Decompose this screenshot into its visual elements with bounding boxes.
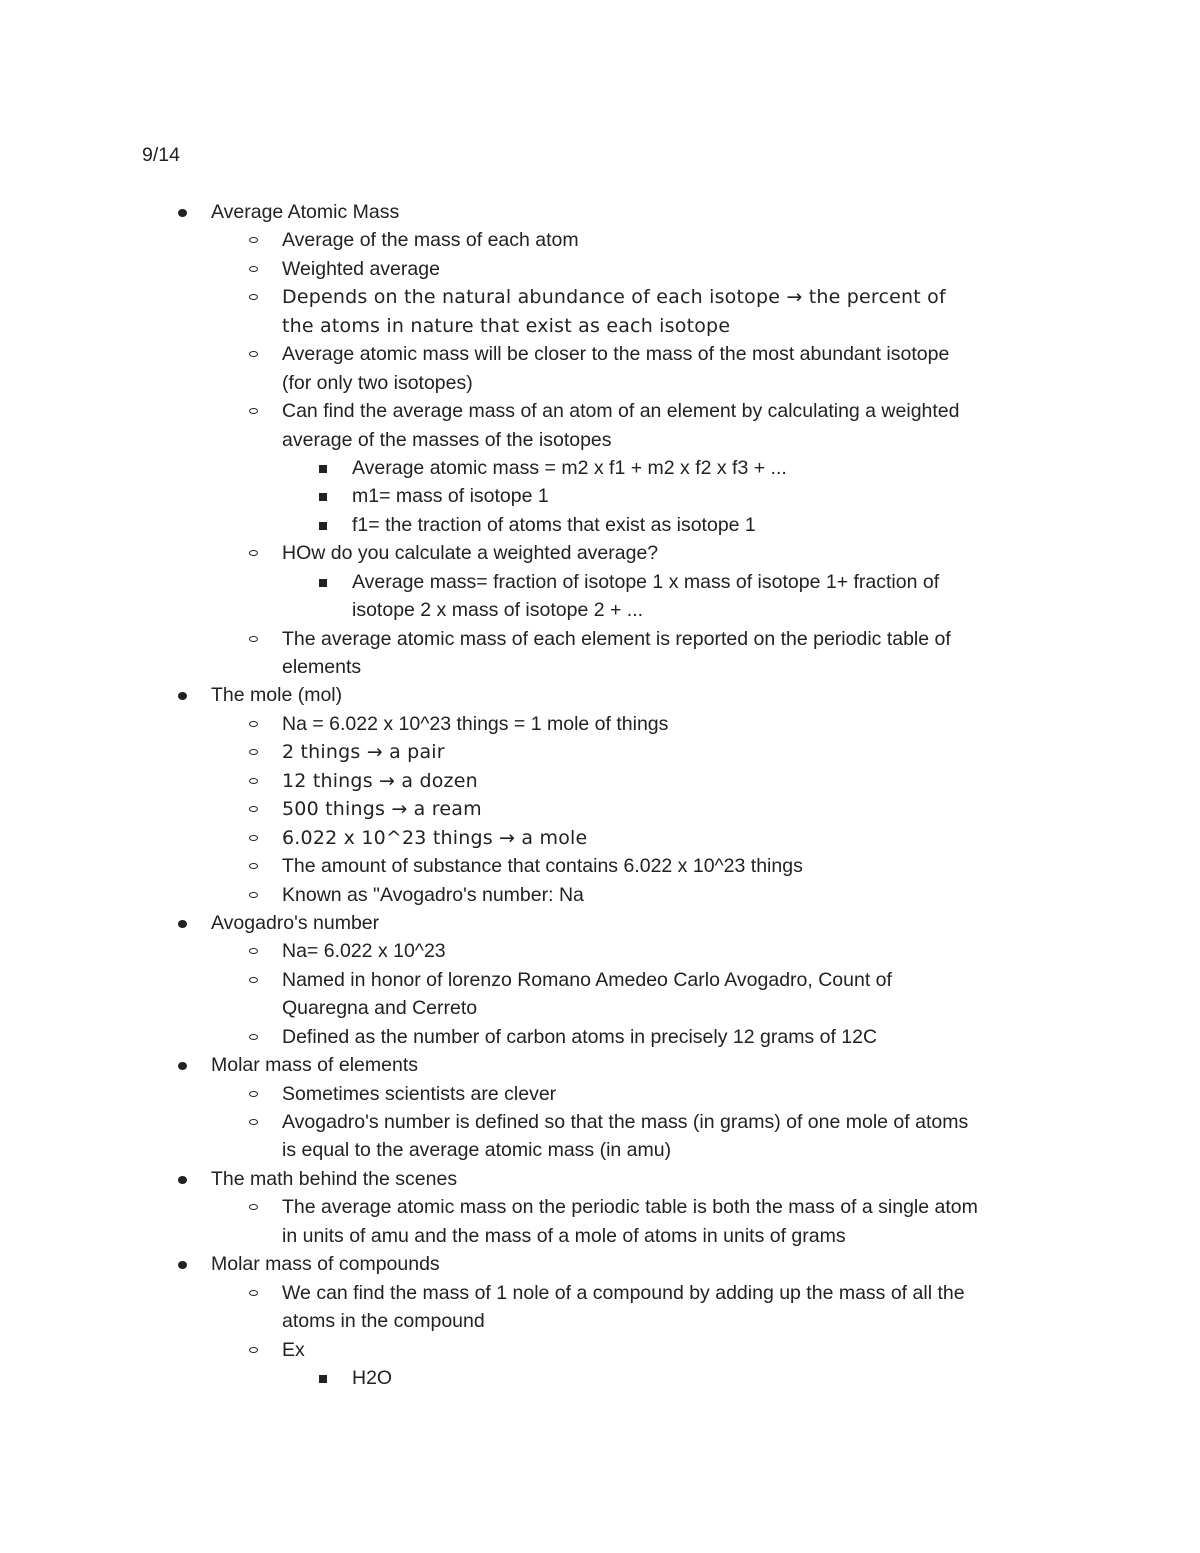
outline-item-text: Avogadro's number is defined so that the mass (in grams) of one mole of atoms: [282, 1111, 969, 1133]
outline-item-continuation: [0, 994, 1200, 1022]
filled-square-bullet-icon: [319, 579, 327, 587]
outline-item-text: Average of the mass of each atom: [282, 229, 579, 252]
outline-item-level-2: [0, 1279, 1200, 1307]
hollow-circle-bullet-icon: [249, 863, 258, 869]
outline-item-level-2: [0, 340, 1200, 368]
outline-item-text: f1= the traction of atoms that exist as isotope 1: [352, 513, 756, 536]
outline-item-level-2: [0, 937, 1200, 965]
outline-item-text: Average mass= fraction of isotope 1 x mass of isotope 1+ fraction of: [352, 570, 940, 593]
outline-item-text: Molar mass of elements: [211, 1054, 418, 1077]
filled-circle-bullet-icon: [178, 1261, 187, 1269]
filled-square-bullet-icon: [319, 1375, 327, 1383]
outline-item-level-3: [0, 454, 1200, 482]
hollow-circle-bullet-icon: [249, 1347, 258, 1353]
filled-circle-bullet-icon: [178, 692, 187, 700]
outline-item-text: average of the masses of the isotopes: [282, 428, 612, 451]
outline-item-text: The mole (mol): [211, 684, 343, 707]
outline-item-text: Molar mass of compounds: [211, 1253, 440, 1276]
notes-list: [0, 198, 1200, 1392]
hollow-circle-bullet-icon: [249, 237, 258, 243]
outline-item-continuation: [0, 653, 1200, 681]
outline-item-text: 6.022 x 10^23 things → a mole: [282, 826, 588, 849]
outline-item-text: H2O: [352, 1366, 393, 1389]
outline-item-level-2: [0, 226, 1200, 254]
outline-item-level-1: [0, 1165, 1200, 1193]
outline-item-text: (for only two isotopes): [282, 371, 473, 394]
outline-item-text: isotope 2 x mass of isotope 2 + ...: [352, 599, 644, 622]
hollow-circle-bullet-icon: [249, 1119, 258, 1125]
outline-item-level-2: [0, 1336, 1200, 1364]
outline-item-continuation: [0, 596, 1200, 624]
outline-item-continuation: [0, 426, 1200, 454]
hollow-circle-bullet-icon: [249, 550, 258, 556]
outline-item-text: Na = 6.022 x 10^23 things = 1 mole of things: [282, 712, 669, 735]
outline-item-text: in units of amu and the mass of a mole of atoms in units of grams: [282, 1224, 846, 1247]
filled-circle-bullet-icon: [178, 209, 187, 217]
outline-item-level-2: [0, 710, 1200, 738]
outline-item-text: Known as "Avogadro's number: Na: [282, 883, 584, 906]
outline-item-text: Avogadro's number: [211, 911, 380, 934]
outline-item-continuation: [0, 369, 1200, 397]
outline-item-level-3: [0, 1364, 1200, 1392]
outline-item-level-2: [0, 738, 1200, 766]
outline-item-level-2: [0, 539, 1200, 567]
outline-item-level-3: [0, 482, 1200, 510]
hollow-circle-bullet-icon: [249, 835, 258, 841]
hollow-circle-bullet-icon: [249, 1091, 258, 1097]
hollow-circle-bullet-icon: [249, 948, 258, 954]
outline-item-text: Defined as the number of carbon atoms in precisely 12 grams of 12C: [282, 1025, 878, 1048]
filled-square-bullet-icon: [319, 465, 327, 473]
filled-circle-bullet-icon: [178, 1062, 187, 1070]
outline-item-text: 500 things → a ream: [282, 798, 482, 821]
outline-item-level-2: [0, 852, 1200, 880]
outline-item-continuation: [0, 312, 1200, 340]
outline-item-text: The average atomic mass on the periodic table is both the mass of a single atom: [282, 1196, 978, 1219]
outline-item-level-2: [0, 397, 1200, 425]
hollow-circle-bullet-icon: [249, 721, 258, 727]
outline-item-level-1: [0, 1250, 1200, 1278]
outline-item-continuation: [0, 1136, 1200, 1164]
outline-item-text: is equal to the average atomic mass (in amu): [282, 1139, 672, 1162]
outline-item-text: Quaregna and Cerreto: [282, 997, 478, 1020]
hollow-circle-bullet-icon: [249, 1290, 258, 1296]
outline-item-continuation: [0, 1307, 1200, 1335]
hollow-circle-bullet-icon: [249, 806, 258, 812]
outline-item-level-2: [0, 255, 1200, 283]
hollow-circle-bullet-icon: [249, 408, 258, 414]
outline-item-text: Can find the average mass of an atom of an element by calculating a weighted: [282, 400, 960, 423]
outline-item-text: Average Atomic Mass: [211, 201, 400, 223]
hollow-circle-bullet-icon: [249, 1204, 258, 1210]
hollow-circle-bullet-icon: [249, 294, 258, 300]
outline-item-text: m1= mass of isotope 1: [352, 485, 549, 508]
outline-item-level-2: [0, 1108, 1200, 1136]
outline-item-text: Weighted average: [282, 257, 440, 280]
outline-item-text: We can find the mass of 1 nole of a compound by adding up the mass of all the: [282, 1281, 965, 1304]
outline-item-level-2: [0, 1080, 1200, 1108]
outline-item-level-1: [0, 198, 1200, 226]
outline-item-text: elements: [282, 656, 362, 678]
outline-item-level-1: [0, 909, 1200, 937]
outline-item-text: atoms in the compound: [282, 1310, 485, 1333]
note-date: 9/14: [142, 144, 180, 166]
outline-item-text: the atoms in nature that exist as each isotope: [282, 314, 731, 337]
outline-item-text: 2 things → a pair: [282, 741, 445, 764]
outline-item-level-2: [0, 1023, 1200, 1051]
outline-item-level-2: [0, 966, 1200, 994]
outline-item-text: Ex: [282, 1338, 305, 1361]
outline-item-level-3: [0, 511, 1200, 539]
outline-item-text: The average atomic mass of each element is reported on the periodic table of: [282, 627, 951, 650]
hollow-circle-bullet-icon: [249, 977, 258, 983]
hollow-circle-bullet-icon: [249, 778, 258, 784]
outline-item-text: Average atomic mass will be closer to the mass of the most abundant isotope: [282, 343, 950, 366]
hollow-circle-bullet-icon: [249, 749, 258, 755]
hollow-circle-bullet-icon: [249, 1034, 258, 1040]
outline-item-text: The amount of substance that contains 6.022 x 10^23 things: [282, 855, 803, 878]
outline-item-level-1: [0, 681, 1200, 709]
outline-item-level-2: [0, 283, 1200, 311]
outline-item-text: The math behind the scenes: [211, 1167, 458, 1190]
outline-item-continuation: [0, 1222, 1200, 1250]
outline-item-text: Average atomic mass = m2 x f1 + m2 x f2 x f3 + ...: [352, 456, 787, 479]
outline-item-text: HOw do you calculate a weighted average?: [282, 542, 659, 565]
hollow-circle-bullet-icon: [249, 892, 258, 898]
outline-item-level-2: [0, 767, 1200, 795]
outline-item-level-2: [0, 881, 1200, 909]
outline-item-level-2: [0, 795, 1200, 823]
outline-item-text: 12 things → a dozen: [282, 769, 478, 792]
outline-item-text: Sometimes scientists are clever: [282, 1082, 557, 1105]
filled-circle-bullet-icon: [178, 1176, 187, 1184]
hollow-circle-bullet-icon: [249, 266, 258, 272]
outline-item-level-1: [0, 1051, 1200, 1079]
outline-item-level-3: [0, 568, 1200, 596]
filled-square-bullet-icon: [319, 493, 327, 501]
hollow-circle-bullet-icon: [249, 636, 258, 642]
outline-item-level-2: [0, 824, 1200, 852]
outline-item-text: Na= 6.022 x 10^23: [282, 940, 446, 963]
outline-item-level-2: [0, 625, 1200, 653]
outline-item-text: Named in honor of lorenzo Romano Amedeo Carlo Avogadro, Count of: [282, 968, 892, 991]
hollow-circle-bullet-icon: [249, 351, 258, 357]
filled-circle-bullet-icon: [178, 920, 187, 928]
filled-square-bullet-icon: [319, 522, 327, 530]
outline-item-text: Depends on the natural abundance of each isotope → the percent of: [282, 286, 946, 309]
outline-item-level-2: [0, 1193, 1200, 1221]
